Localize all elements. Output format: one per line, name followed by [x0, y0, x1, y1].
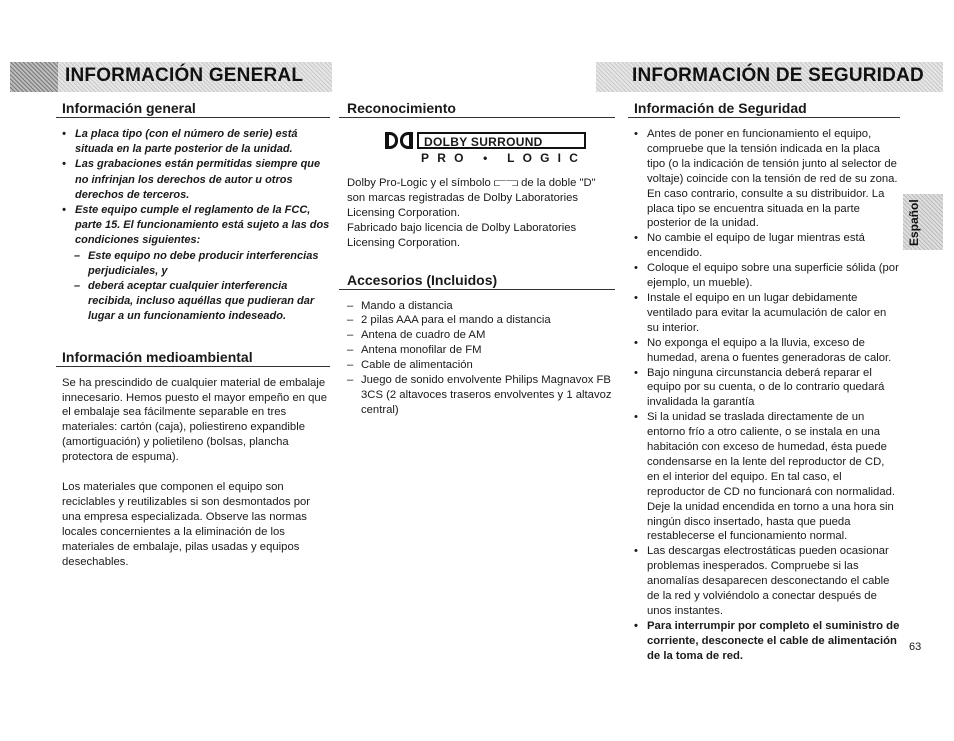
- environment-paragraph: Se ha prescindido de cualquier material de embalaje innecesario. Hemos puesto el mayor empeño en que el embalaje sea fácilmente separable en tres materiales: cartón (caja), poliestireno expandible (amortiguación) y polietileno (bolsas, plancha protectora de espuma).: [62, 376, 328, 464]
- general-info-section: [62, 98, 330, 325]
- safety-list: [634, 127, 900, 664]
- list-item: – Antena de cuadro de AM: [347, 328, 615, 343]
- column-left: [62, 98, 330, 570]
- trademark-paragraph: Dolby Pro-Logic y el símbolo ⫍⫎ de la doble "D" son marcas registradas de Dolby Laboratories Licensing Corporation.: [347, 177, 596, 219]
- list-item: – deberá aceptar cualquier interferencia recibida, incluso aquéllas que pudieran dar lugar a un funcionamiento indeseado.: [74, 279, 330, 325]
- accessories-heading: Accesorios (Incluidos): [339, 270, 615, 290]
- column-middle: [347, 98, 615, 418]
- banner-title-safety: INFORMACIÓN DE SEGURIDAD: [632, 65, 924, 86]
- list-item: – Antena monofilar de FM: [347, 343, 615, 358]
- accessories-section: [347, 270, 615, 418]
- list-item: – Mando a distancia: [347, 299, 615, 314]
- list-item: • Antes de poner en funcionamiento el equipo, compruebe que la tensión indicada en la placa tipo (o la indicación de tensión junto al selector de voltaje) coincide con la tensión de red de su zona. En caso contrario, consulte a su distribuidor. La placa tipo se encuentra situada en la parte posterior de la unidad.: [634, 127, 900, 231]
- recognition-section: [347, 98, 615, 251]
- list-item: • Coloque el equipo sobre una superficie sólida (por ejemplo, un mueble).: [634, 261, 900, 291]
- accessories-list: [347, 299, 615, 418]
- environment-heading: Información medioambiental: [56, 347, 330, 367]
- fcc-statement: Este equipo cumple el reglamento de la FCC, parte 15. El funcionamiento está sujeto a las dos condiciones siguientes:: [75, 204, 330, 247]
- language-tab-label: Español: [907, 199, 921, 246]
- environment-section: [62, 347, 330, 570]
- list-item: • No exponga el equipo a la lluvia, exceso de humedad, arena o fuentes generadoras de calor.: [634, 336, 900, 366]
- safety-section: [634, 98, 900, 664]
- fcc-conditions-list: [74, 249, 330, 325]
- list-item: – Cable de alimentación: [347, 358, 615, 373]
- dolby-surround-label: DOLBY SURROUND: [417, 132, 586, 149]
- list-item: – Este equipo no debe producir interferencias perjudiciales, y: [74, 249, 330, 279]
- language-tab: [903, 194, 943, 250]
- pro-logic-label: PRO • LOGIC: [421, 151, 587, 165]
- list-item: • Si la unidad se traslada directamente de un entorno frío a otro caliente, o se instala en una habitación con exceso de humedad, ésta puede condensarse en la lente del reproductor de CD, en el interior del equipo. En tal caso, el reproductor de CD no funcionará con normalidad. Deje la unidad encendida en torno a una hora sin ningún disco insertado, hasta que pueda restablecerse el funcionamiento normal.: [634, 410, 900, 544]
- safety-heading: Información de Seguridad: [628, 98, 900, 118]
- double-d-icon: [385, 132, 413, 149]
- section-banner-general: [10, 62, 332, 92]
- recognition-heading: Reconocimiento: [339, 98, 615, 118]
- page-number: 63: [909, 641, 922, 653]
- general-info-list: [62, 127, 330, 325]
- license-paragraph: Fabricado bajo licencia de Dolby Laboratories Licensing Corporation.: [347, 221, 577, 249]
- list-item: • Para interrumpir por completo el suministro de corriente, desconecte el cable de alimentación de la toma de red.: [634, 619, 900, 664]
- list-item: – 2 pilas AAA para el mando a distancia: [347, 313, 615, 328]
- column-right: [634, 98, 900, 664]
- banner-title-general: INFORMACIÓN GENERAL: [65, 65, 304, 86]
- list-item: • Las grabaciones están permitidas siempre que no infrinjan los derechos de autor u otros derechos de terceros.: [62, 157, 330, 203]
- environment-paragraph: Los materiales que componen el equipo son reciclables y reutilizables si son desmontados por una empresa especializada. Observe las normas locales concernientes a la eliminación de los materiales de embalaje, pilas usadas y equipos desechables.: [62, 481, 311, 568]
- dolby-logo: [385, 132, 615, 170]
- section-banner-safety: [596, 62, 943, 92]
- general-info-heading: Información general: [56, 98, 330, 118]
- list-item: • Las descargas electrostáticas pueden ocasionar problemas inesperados. Compruebe si las anomalías desaparecen desconectando el cable de la red y volviéndolo a conectar después de unos instantes.: [634, 544, 900, 619]
- list-item: • Instale el equipo en un lugar debidamente ventilado para evitar la acumulación de calor en su interior.: [634, 291, 900, 336]
- list-item: – Juego de sonido envolvente Philips Magnavox FB 3CS (2 altavoces traseros envolventes y 1 altavoz central): [347, 373, 615, 418]
- list-item: • Bajo ninguna circunstancia deberá reparar el equipo por su cuenta, o de lo contrario quedará invalidada la garantía: [634, 366, 900, 411]
- list-item: • La placa tipo (con el número de serie) está situada en la parte posterior de la unidad.: [62, 127, 330, 157]
- list-item: • No cambie el equipo de lugar mientras está encendido.: [634, 231, 900, 261]
- list-item: [62, 203, 330, 325]
